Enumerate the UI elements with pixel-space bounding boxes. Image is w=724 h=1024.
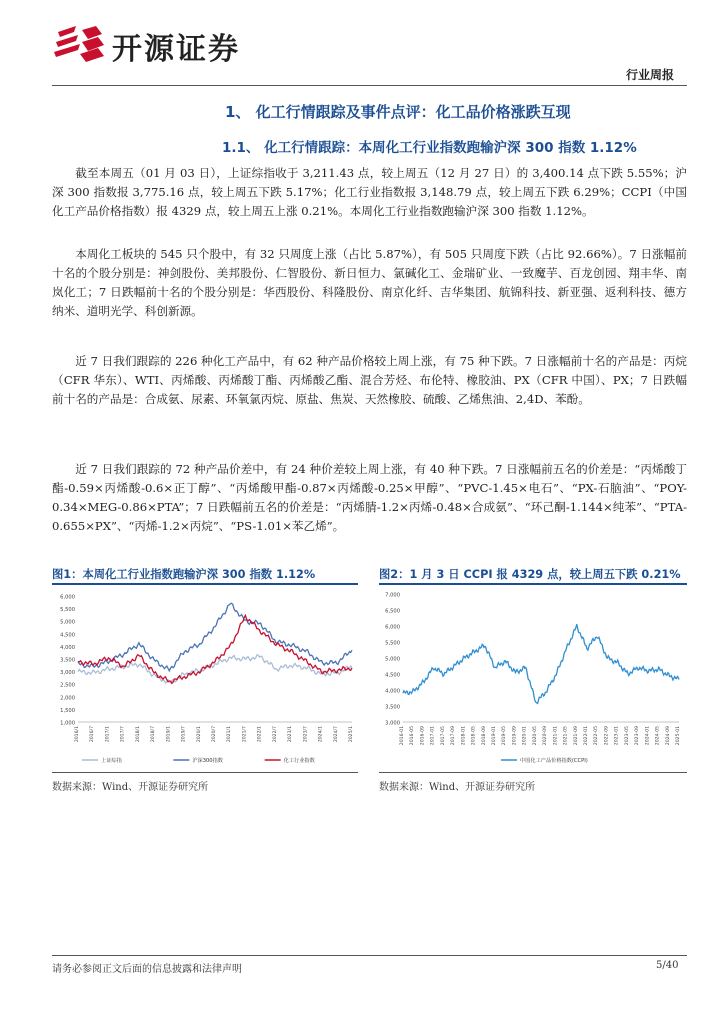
y-tick-label: 4,500 bbox=[385, 672, 400, 679]
footer-disclaimer: 请务必参阅正文后面的信息披露和法律声明 bbox=[52, 964, 242, 975]
x-tick-label: 2020-09 bbox=[543, 726, 549, 746]
footer-rule bbox=[52, 955, 687, 956]
x-tick-label: 2023-09 bbox=[635, 726, 641, 746]
x-tick-label: 2021-01 bbox=[553, 726, 559, 746]
legend-label: 中国化工产品价格指数(CCPI) bbox=[520, 758, 588, 764]
section-subtitle: 1.1、 化工行情跟踪：本周化工行业指数跑输沪深 300 指数 1.12% bbox=[222, 140, 637, 156]
x-tick-label: 2018/1 bbox=[135, 726, 141, 743]
x-tick-label: 2022-01 bbox=[584, 726, 589, 746]
y-tick-label: 3,500 bbox=[60, 657, 75, 664]
x-tick-label: 2020-05 bbox=[532, 726, 538, 746]
x-tick-label: 2020-01 bbox=[522, 726, 528, 746]
body-paragraph bbox=[52, 352, 687, 409]
y-tick-label: 5,000 bbox=[385, 656, 400, 663]
x-tick-label: 2016/7 bbox=[90, 726, 96, 743]
x-tick-label: 2023/1 bbox=[288, 726, 294, 743]
x-tick-label: 2018-05 bbox=[471, 726, 477, 746]
figure-2-title: 图2：1 月 3 日 CCPI 报 4329 点，较上周五下跌 0.21% bbox=[379, 568, 681, 581]
y-tick-label: 2,500 bbox=[60, 682, 75, 689]
x-tick-label: 2023-01 bbox=[614, 726, 620, 746]
x-tick-label: 2018/7 bbox=[151, 726, 157, 743]
figure-1-source: 数据来源：Wind、开源证券研究所 bbox=[52, 782, 209, 793]
x-tick-label: 2024-09 bbox=[665, 726, 671, 746]
x-tick-label: 2016/1 bbox=[75, 726, 80, 743]
y-tick-label: 5,500 bbox=[60, 607, 75, 614]
figure-1-rule bbox=[52, 583, 358, 585]
legend-label: 沪深300指数 bbox=[192, 758, 223, 764]
logo bbox=[52, 22, 252, 66]
x-tick-label: 2017-09 bbox=[451, 726, 457, 746]
x-tick-label: 2018-01 bbox=[461, 726, 467, 746]
x-tick-label: 2019-05 bbox=[502, 726, 508, 746]
paragraph-products: 近 7 日我们跟踪的 226 种化工产品中，有 62 种产品价格较上周上涨，有 75 种下跌。7 日涨幅前十名的产品是：丙烷（CFR 华东）、WTI、丙烯酸、丙烯酸丁酯、丙烯酸乙酯、混合芳烃、布伦特、橡胶油、PX（CFR 中国）、PX；7 日跌幅前十名的产品是：合成氨、尿素、环氧氯丙烷、原盐、焦炭、天然橡胶、硫酸、乙烯焦油、2,4D、苯酚。 bbox=[52, 354, 687, 406]
x-tick-label: 2024-05 bbox=[655, 726, 661, 746]
x-tick-label: 2020/1 bbox=[196, 726, 202, 743]
y-tick-label: 4,000 bbox=[60, 644, 75, 651]
figure-bottom-rule bbox=[379, 772, 687, 773]
figure-1-title: 图1：本周化工行业指数跑输沪深 300 指数 1.12% bbox=[52, 568, 316, 581]
body-paragraph bbox=[52, 245, 687, 321]
x-tick-label: 2021/1 bbox=[227, 726, 233, 743]
logo-text: 开源证券 bbox=[112, 32, 240, 67]
figure-2-rule bbox=[379, 583, 687, 585]
chart-1 bbox=[52, 588, 358, 768]
body-paragraph bbox=[52, 460, 687, 536]
legend-label: 化工行业指数 bbox=[283, 758, 315, 764]
y-tick-label: 4,500 bbox=[60, 632, 75, 639]
y-tick-label: 3,000 bbox=[60, 670, 75, 677]
chart-2 bbox=[379, 588, 687, 768]
y-tick-label: 6,500 bbox=[385, 608, 400, 615]
x-tick-label: 2021/7 bbox=[242, 726, 248, 743]
x-tick-label: 2024/7 bbox=[333, 726, 339, 743]
y-tick-label: 1,000 bbox=[60, 720, 75, 727]
x-tick-label: 2017/1 bbox=[105, 726, 111, 743]
y-tick-label: 2,000 bbox=[60, 695, 75, 702]
x-tick-label: 2025-01 bbox=[676, 726, 681, 746]
x-tick-label: 2017/7 bbox=[120, 726, 126, 743]
x-tick-label: 2019/7 bbox=[181, 726, 187, 743]
x-tick-label: 2022/1 bbox=[257, 726, 263, 743]
y-tick-label: 3,500 bbox=[385, 704, 400, 711]
y-tick-label: 5,500 bbox=[385, 640, 400, 647]
x-tick-label: 2024/1 bbox=[318, 726, 324, 743]
legend-label: 上证综指 bbox=[101, 758, 122, 764]
x-tick-label: 2017-01 bbox=[430, 726, 436, 746]
figure-2-source: 数据来源：Wind、开源证券研究所 bbox=[379, 782, 536, 793]
x-tick-label: 2023/7 bbox=[303, 726, 309, 743]
paragraph-stocks: 本周化工板块的 545 只个股中，有 32 只周度上涨（占比 5.87%），有 505 只周度下跌（占比 92.66%）。7 日涨幅前十名的个股分别是：神剑股份、美邦股份、仁智股份、新日恒力、氯碱化工、金瑞矿业、一致魔芋、百龙创园、翔丰华、南岚化工；7 日跌幅前十名的个股分别是：华西股份、科隆股份、南京化纤、吉华集团、航锦科技、新亚强、返利科技、德方纳米、道明光学、科创新源。 bbox=[52, 247, 687, 318]
x-tick-label: 2021-05 bbox=[563, 726, 569, 746]
paragraph-market-summary: 截至本周五（01 月 03 日），上证综指收于 3,211.43 点，较上周五（12 月 27 日）的 3,400.14 点下跌 5.55%；沪深 300 指数报 3,775.16 点，较上周五下跌 5.17%；化工行业指数报 3,148.79 点，较上周五下跌 6.29%；CCPI（中国化工产品价格指数）报 4329 点，较上周五上涨 0.21%。本周化工行业指数跑输沪深 300 指数 1.12%。 bbox=[52, 166, 687, 218]
x-tick-label: 2022-09 bbox=[604, 726, 610, 746]
x-tick-label: 2019-09 bbox=[512, 726, 518, 746]
series-line bbox=[78, 615, 352, 683]
paragraph-spreads: 近 7 日我们跟踪的 72 种产品价差中，有 24 种价差较上周上涨，有 40 种下跌。7 日涨幅前五名的价差是：“丙烯酸丁酯-0.59×丙烯酸-0.6×正丁醇”、“丙烯酸甲酯-0.87×丙烯酸-0.25×甲醇”、“PVC-1.45×电石”、“PX-石脑油”、“POY-0.34×MEG-0.86×PTA”；7 日跌幅前五名的价差是：“丙烯腈-1.2×丙烯-0.48×合成氨”、“环己酮-1.144×纯苯”、“PTA-0.655×PX”、“丙烯-1.2×丙烷”、“PS-1.01×苯乙烯”。 bbox=[52, 462, 687, 533]
body-paragraph bbox=[52, 164, 687, 221]
series-line bbox=[78, 655, 352, 683]
x-tick-label: 2016-09 bbox=[420, 726, 426, 746]
y-tick-label: 5,000 bbox=[60, 619, 75, 626]
x-tick-label: 2022/7 bbox=[272, 726, 278, 743]
x-tick-label: 2025/1 bbox=[349, 726, 354, 743]
x-tick-label: 2016-01 bbox=[400, 726, 405, 746]
figure-bottom-rule bbox=[52, 772, 358, 773]
report-type: 行业周报 bbox=[626, 68, 675, 82]
logo-mark-icon bbox=[52, 24, 108, 64]
y-tick-label: 6,000 bbox=[60, 594, 75, 601]
x-tick-label: 2022-05 bbox=[594, 726, 600, 746]
section-title: 1、 化工行情跟踪及事件点评：化工品价格涨跌互现 bbox=[225, 103, 571, 121]
x-tick-label: 2023-05 bbox=[624, 726, 630, 746]
y-tick-label: 3,000 bbox=[385, 720, 400, 727]
x-tick-label: 2019-01 bbox=[492, 726, 497, 746]
header-rule bbox=[52, 85, 687, 86]
x-tick-label: 2019/1 bbox=[166, 726, 172, 743]
x-tick-label: 2017-05 bbox=[440, 726, 446, 746]
x-tick-label: 2024-01 bbox=[645, 726, 651, 746]
page-number: 5/40 bbox=[656, 960, 679, 971]
x-tick-label: 2016-05 bbox=[410, 726, 416, 746]
x-tick-label: 2018-09 bbox=[481, 726, 487, 746]
y-tick-label: 7,000 bbox=[385, 592, 400, 599]
x-tick-label: 2020/7 bbox=[212, 726, 217, 743]
x-tick-label: 2021-09 bbox=[573, 726, 579, 746]
y-tick-label: 1,500 bbox=[60, 707, 75, 714]
y-tick-label: 6,000 bbox=[385, 624, 400, 631]
series-line bbox=[403, 624, 679, 703]
y-tick-label: 4,000 bbox=[385, 688, 400, 695]
